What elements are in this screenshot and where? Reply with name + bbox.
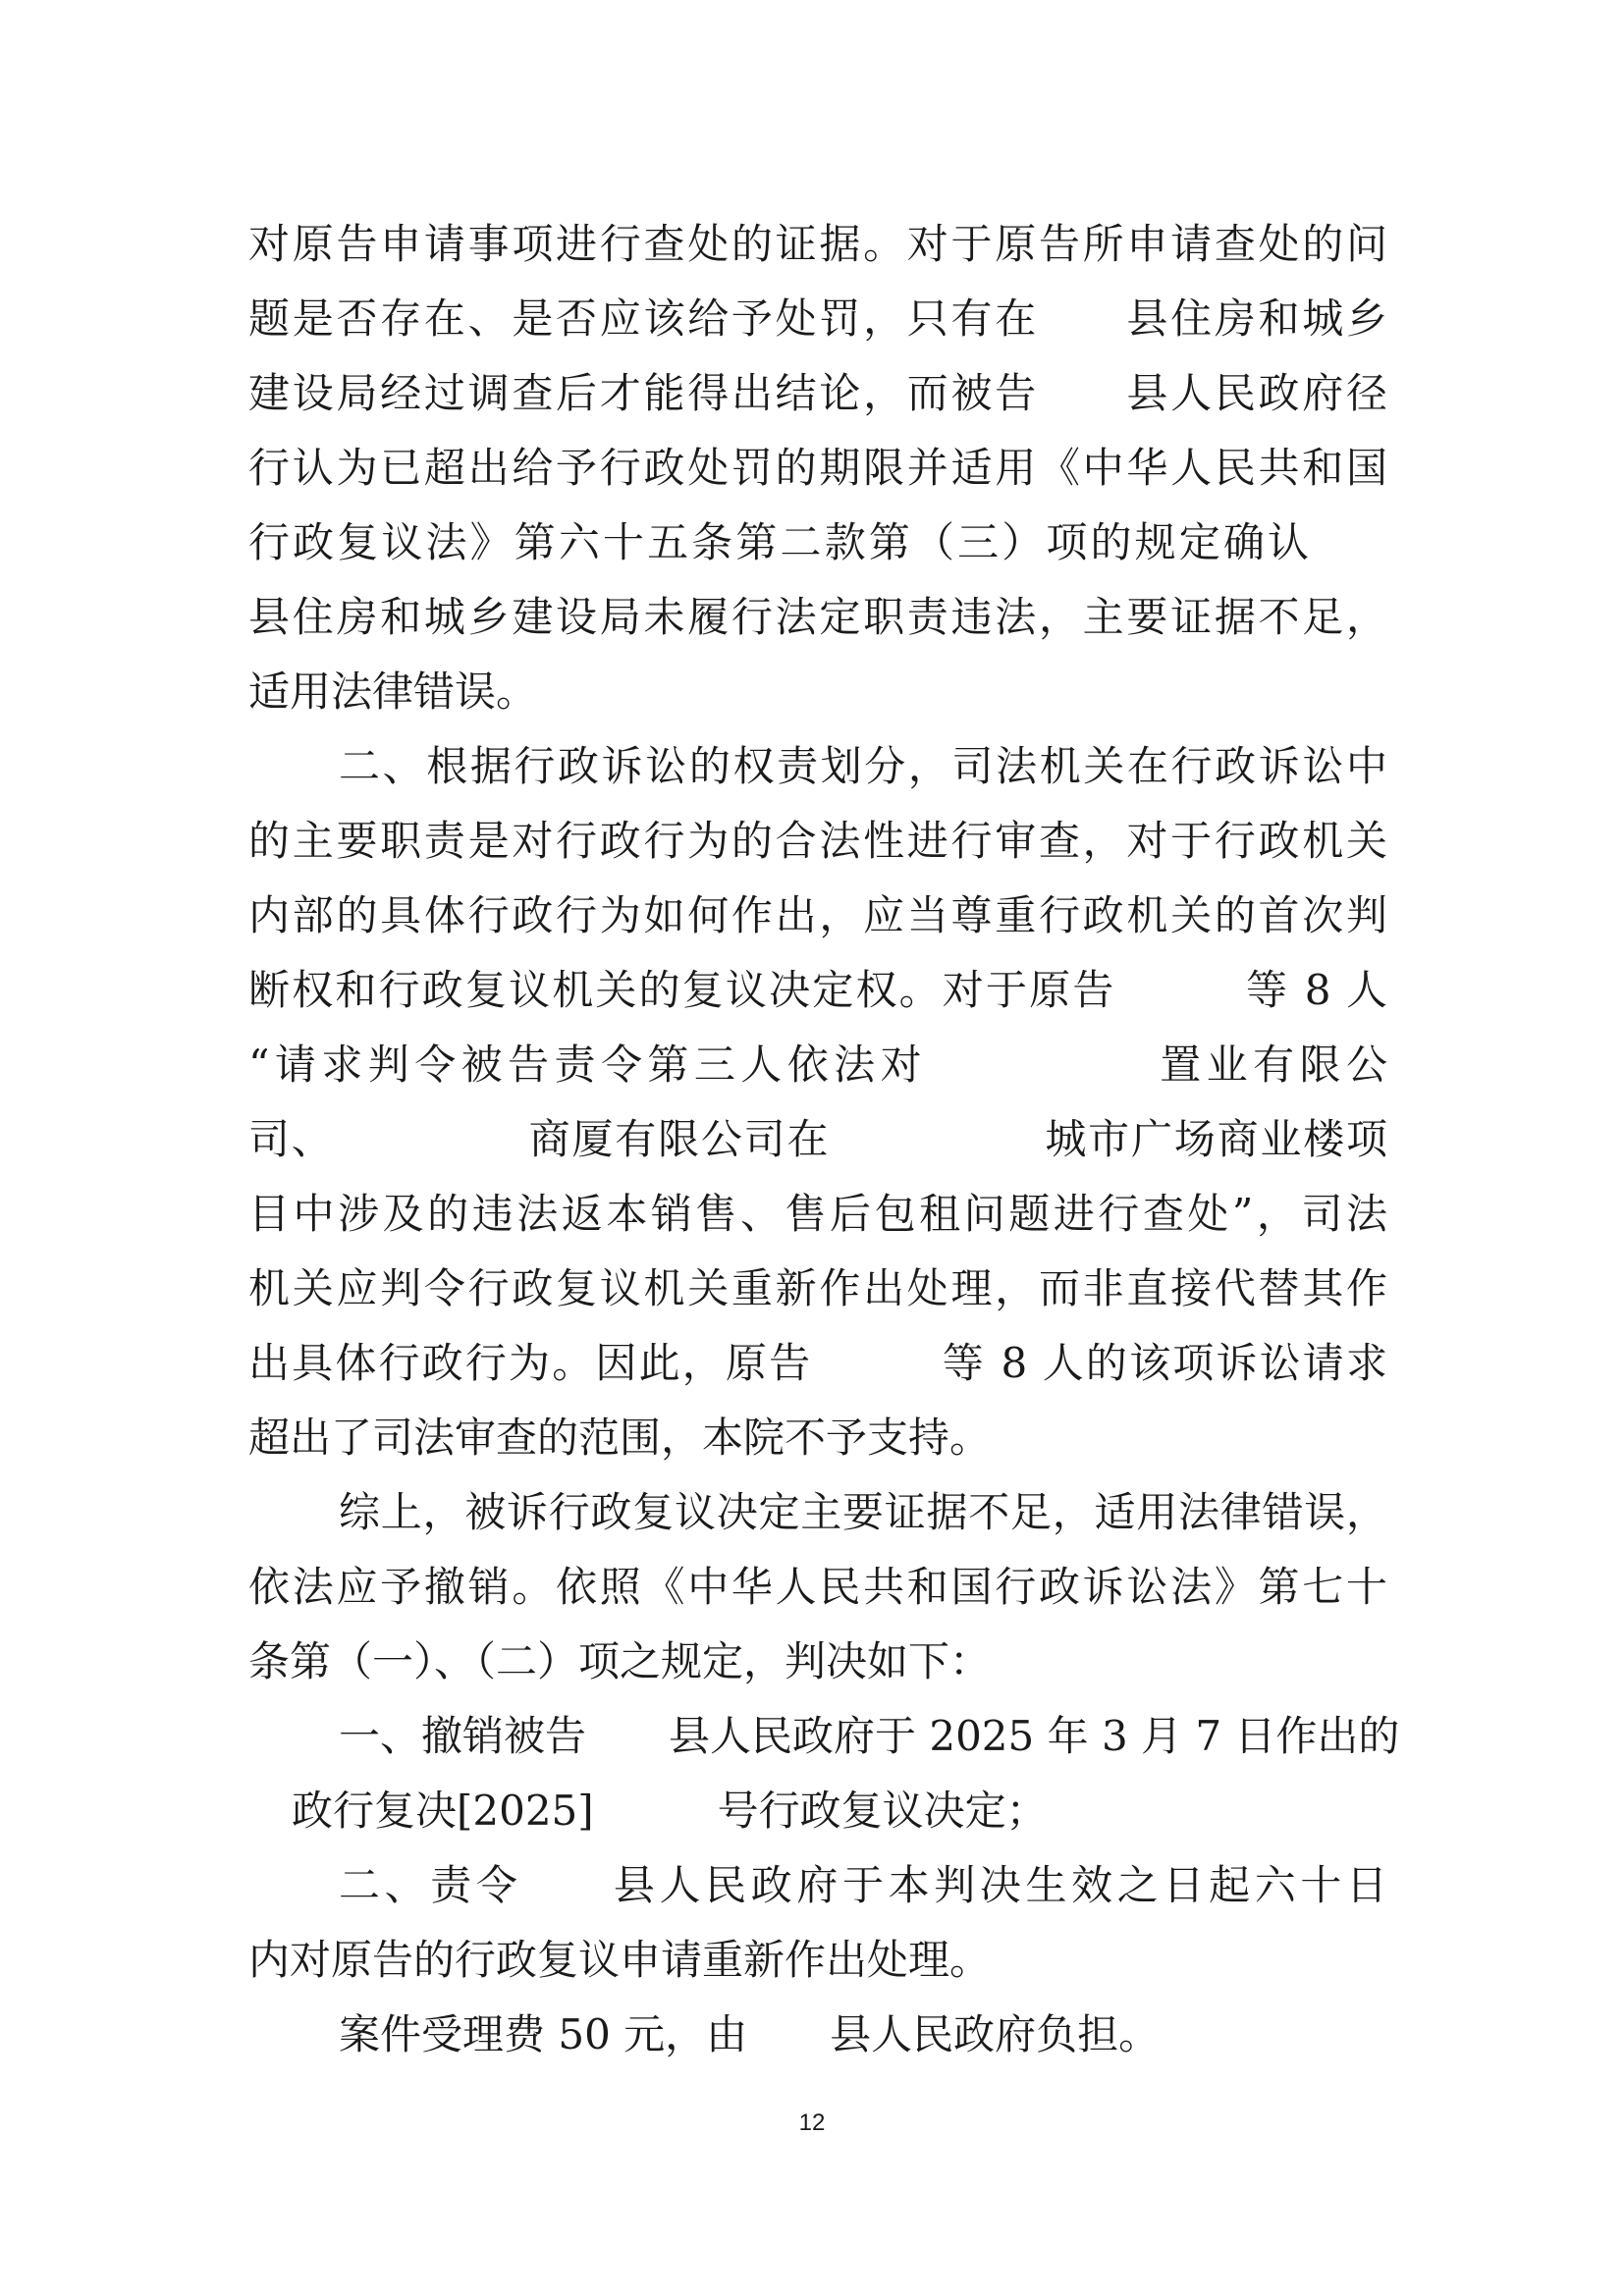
judgment-item-1: 一、撤销被告 县人民政府于 2025 年 3 月 7 日作出的 (339, 1712, 1400, 1760)
fee-line: 案件受理费 50 元，由 县人民政府负担。 (339, 2010, 1161, 2058)
text-line: 对原告申请事项进行查处的证据。对于原告所申请查处的问 (248, 220, 1387, 268)
text-line: 司、 商厦有限公司在 城市广场商业楼项 (248, 1115, 1387, 1163)
page-number: 12 (798, 2109, 826, 2136)
text-line: 依法应予撤销。依照《中华人民共和国行政诉讼法》第七十 (248, 1563, 1387, 1611)
text-line: 机关应判令行政复议机关重新作出处理，而非直接代替其作 (248, 1264, 1387, 1312)
text-line: 行认为已超出给予行政处罚的期限并适用《中华人民共和国 (248, 444, 1387, 492)
text-line: 内部的具体行政行为如何作出，应当尊重行政机关的首次判 (248, 891, 1387, 939)
text-line: 适用法律错误。 (248, 667, 538, 716)
text-line: 行政复议法》第六十五条第二款第（三）项的规定确认 (248, 518, 1309, 566)
text-line: 题是否存在、是否应该给予处罚，只有在 县住房和城乡 (248, 294, 1387, 343)
text-line: 条第（一）、（二）项之规定，判决如下： (248, 1637, 992, 1685)
text-line: 建设局经过调查后才能得出结论，而被告 县人民政府径 (248, 369, 1387, 417)
paragraph-first-line: 综上，被诉行政复议决定主要证据不足，适用法律错误， (339, 1488, 1387, 1536)
text-line: 目中涉及的违法返本销售、售后包租问题进行查处”，司法 (248, 1190, 1387, 1238)
text-line: 超出了司法审查的范围，本院不予支持。 (248, 1414, 992, 1462)
text-line: 政行复决[2025] 号行政复议决定； (292, 1787, 1048, 1835)
judgment-item-2: 二、责令 县人民政府于本判决生效之日起六十日 (339, 1861, 1387, 1909)
text-line: 内对原告的行政复议申请重新作出处理。 (248, 1936, 992, 1984)
text-line: 断权和行政复议机关的复议决定权。对于原告 等 8 人 (248, 966, 1387, 1014)
paragraph-first-line: 二、根据行政诉讼的权责划分，司法机关在行政诉讼中 (339, 742, 1387, 790)
text-line: 县住房和城乡建设局未履行法定职责违法，主要证据不足， (248, 593, 1387, 641)
text-line: 的主要职责是对行政行为的合法性进行审查，对于行政机关 (248, 817, 1387, 865)
text-line: “请求判令被告责令第三人依法对 置业有限公 (248, 1041, 1387, 1089)
text-line: 出具体行政行为。因此，原告 等 8 人的该项诉讼请求 (248, 1339, 1387, 1387)
